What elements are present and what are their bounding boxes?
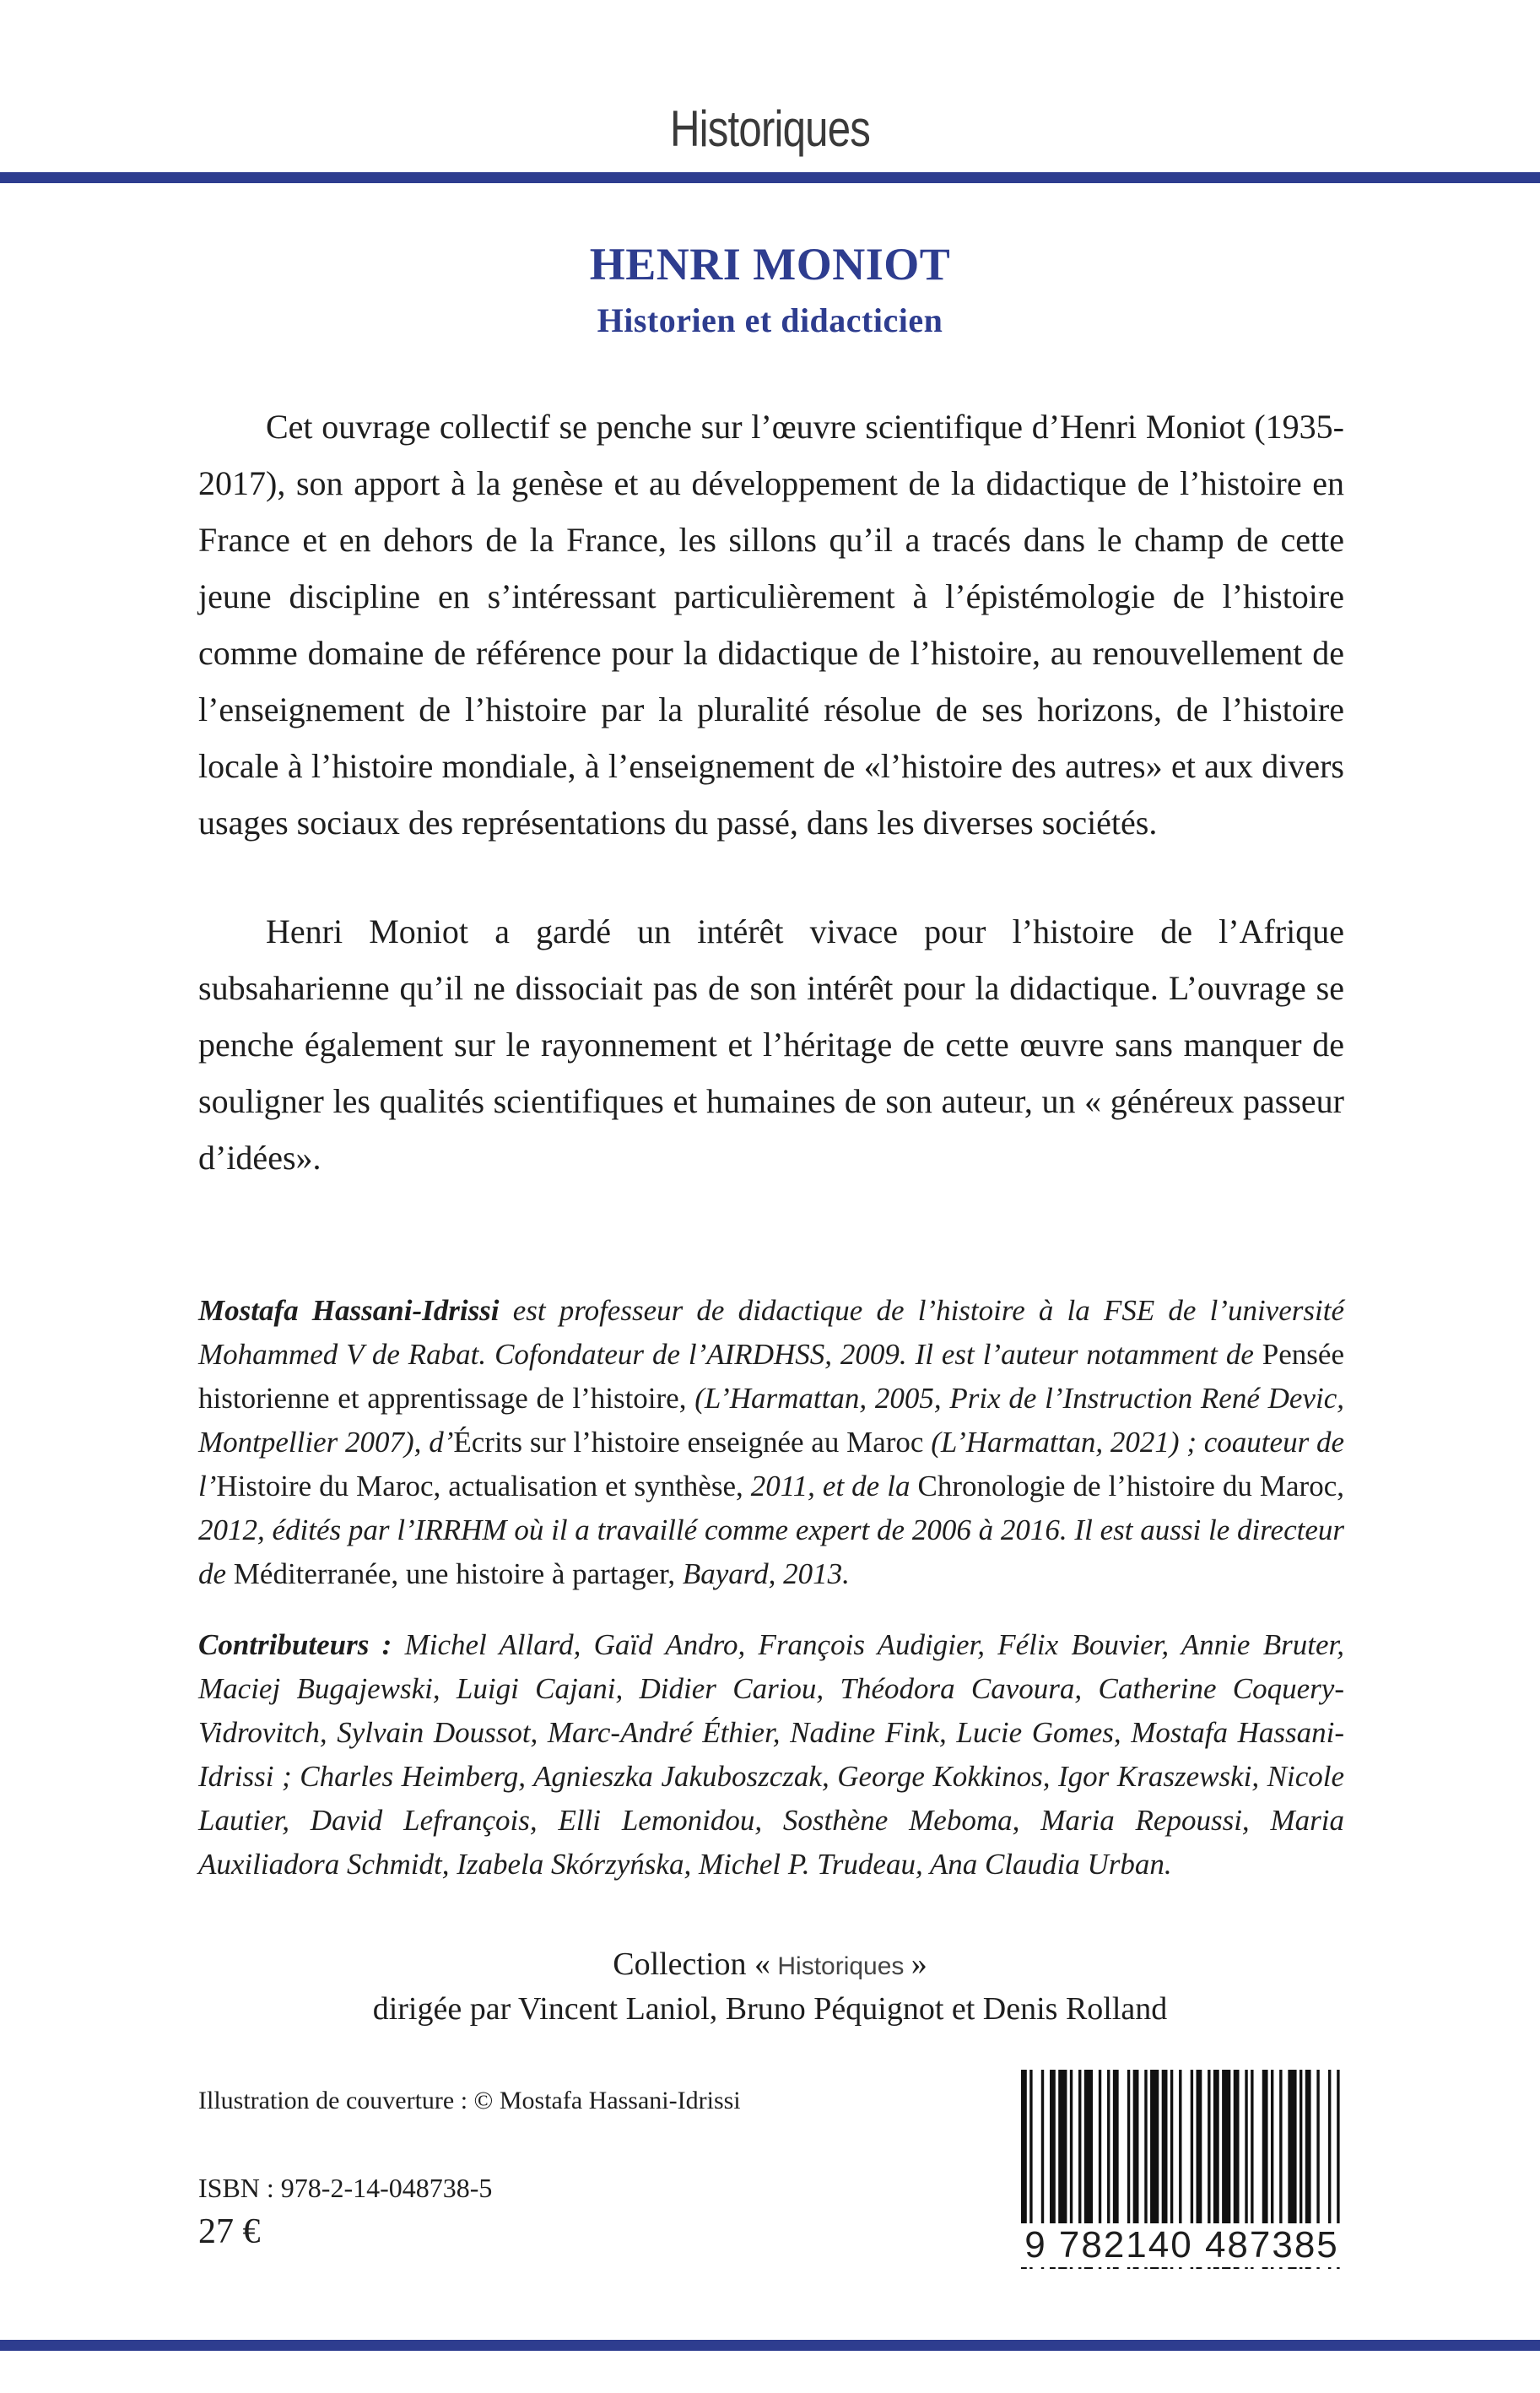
barcode-digits: 9 782140 487385 [1019, 2223, 1344, 2267]
collection-name: Historiques [770, 1952, 911, 1980]
book-subtitle: Historien et didacticien [597, 301, 943, 339]
work-title: Écrits sur l’histoire enseignée au Maroc [453, 1426, 924, 1459]
bio-text: est professeur de didactique de l’histoire à la FSE de l’université Mohammed V de Rabat. Cofondateur de l’AIRDHSS, 2009. Il est l’auteur notamment de [198, 1294, 1344, 1371]
bio-text: 2011, et de la [743, 1470, 918, 1502]
collection-prefix: Collection « [613, 1946, 771, 1982]
author-name: Mostafa Hassani-Idrissi [198, 1294, 500, 1327]
collection-title: Historiques [669, 100, 871, 157]
collection-suffix: » [910, 1946, 927, 1982]
contributors-label: Contributeurs : [198, 1628, 392, 1661]
bio-text: 2012, édités par l’IRRHM où il a travaillé comme expert de 2006 à 2016. Il est aussi le directeur de [198, 1513, 1344, 1590]
collection-directors: dirigée par Vincent Laniol, Bruno Péquignot et Denis Rolland [372, 1991, 1168, 2027]
bio-text: (L’Harmattan, 2021) ; coauteur de l’ [198, 1426, 1345, 1502]
bio-text: (L’Harmattan, 2005, Prix de l’Instruction René Devic, Montpellier 2007), d’ [198, 1382, 1344, 1459]
book-title: HENRI MONIOT [589, 239, 951, 290]
summary-paragraph-1: Cet ouvrage collectif se penche sur l’œuvre scientifique d’Henri Moniot (1935-2017), son apport à la genèse et au développement de la didactique de l’histoire en France et en dehors de la France, les sillons qu’il a tracés dans le champ de cette jeune discipline en s’intéressant particulièrement à l’épistémologie de l’histoire comme domaine de référence pour la didactique de l’histoire, au renouvellement de l’enseignement de l’histoire par la pluralité résolue de ses horizons, de l’histoire locale à l’histoire mondiale, à l’enseignement de «l’histoire des autres» et aux divers usages sociaux des représentations du passé, dans les diverses sociétés. [198, 408, 1344, 842]
contributors-names: Michel Allard, Gaïd Andro, François Audigier, Félix Bouvier, Annie Bruter, Maciej Bugajewski, Luigi Cajani, Didier Cariou, Théodora Cavoura, Catherine Coquery-Vidrovitch, Sylvain Doussot, Marc-André Éthier, Nadine Fink, Lucie Gomes, Mostafa Hassani-Idrissi ; Charles Heimberg, Agnieszka Jakuboszczak, George Kokkinos, Igor Kraszewski, Nicole Lautier, David Lefrançois, Elli Lemonidou, Sosthène Meboma, Maria Repoussi, Maria Auxiliadora Schmidt, Izabela Skórzyńska, Michel P. Trudeau, Ana Claudia Urban. [198, 1628, 1344, 1881]
summary-paragraph-2: Henri Moniot a gardé un intérêt vivace pour l’histoire de l’Afrique subsaharienne qu’il ne dissociait pas de son intérêt pour la didactique. L’ouvrage se penche également sur le rayonnement et l’héritage de cette œuvre sans manquer de souligner les qualités scientifiques et humaines de son auteur, un « généreux passeur d’idées». [198, 912, 1344, 1177]
bio-text: Bayard, 2013. [675, 1557, 850, 1590]
contributors [198, 1623, 1344, 1887]
illustration-credit: Illustration de couverture : © Mostafa Hassani-Idrissi [198, 2087, 741, 2114]
work-title: Chronologie de l’histoire du Maroc, [917, 1470, 1344, 1502]
author-bio [198, 1289, 1344, 1596]
top-divider [0, 172, 1540, 183]
work-title: Histoire du Maroc, actualisation et synthèse, [216, 1470, 743, 1502]
work-title: Pensée historienne et apprentissage de l’histoire, [198, 1338, 1344, 1415]
collection-info [0, 1943, 1540, 2030]
isbn: ISBN : 978-2-14-048738-5 [198, 2173, 493, 2203]
collection-line [0, 1943, 1540, 1988]
work-title: Méditerranée, une histoire à partager, [233, 1557, 676, 1590]
price: 27 € [198, 2212, 261, 2251]
bottom-divider [0, 2340, 1540, 2351]
